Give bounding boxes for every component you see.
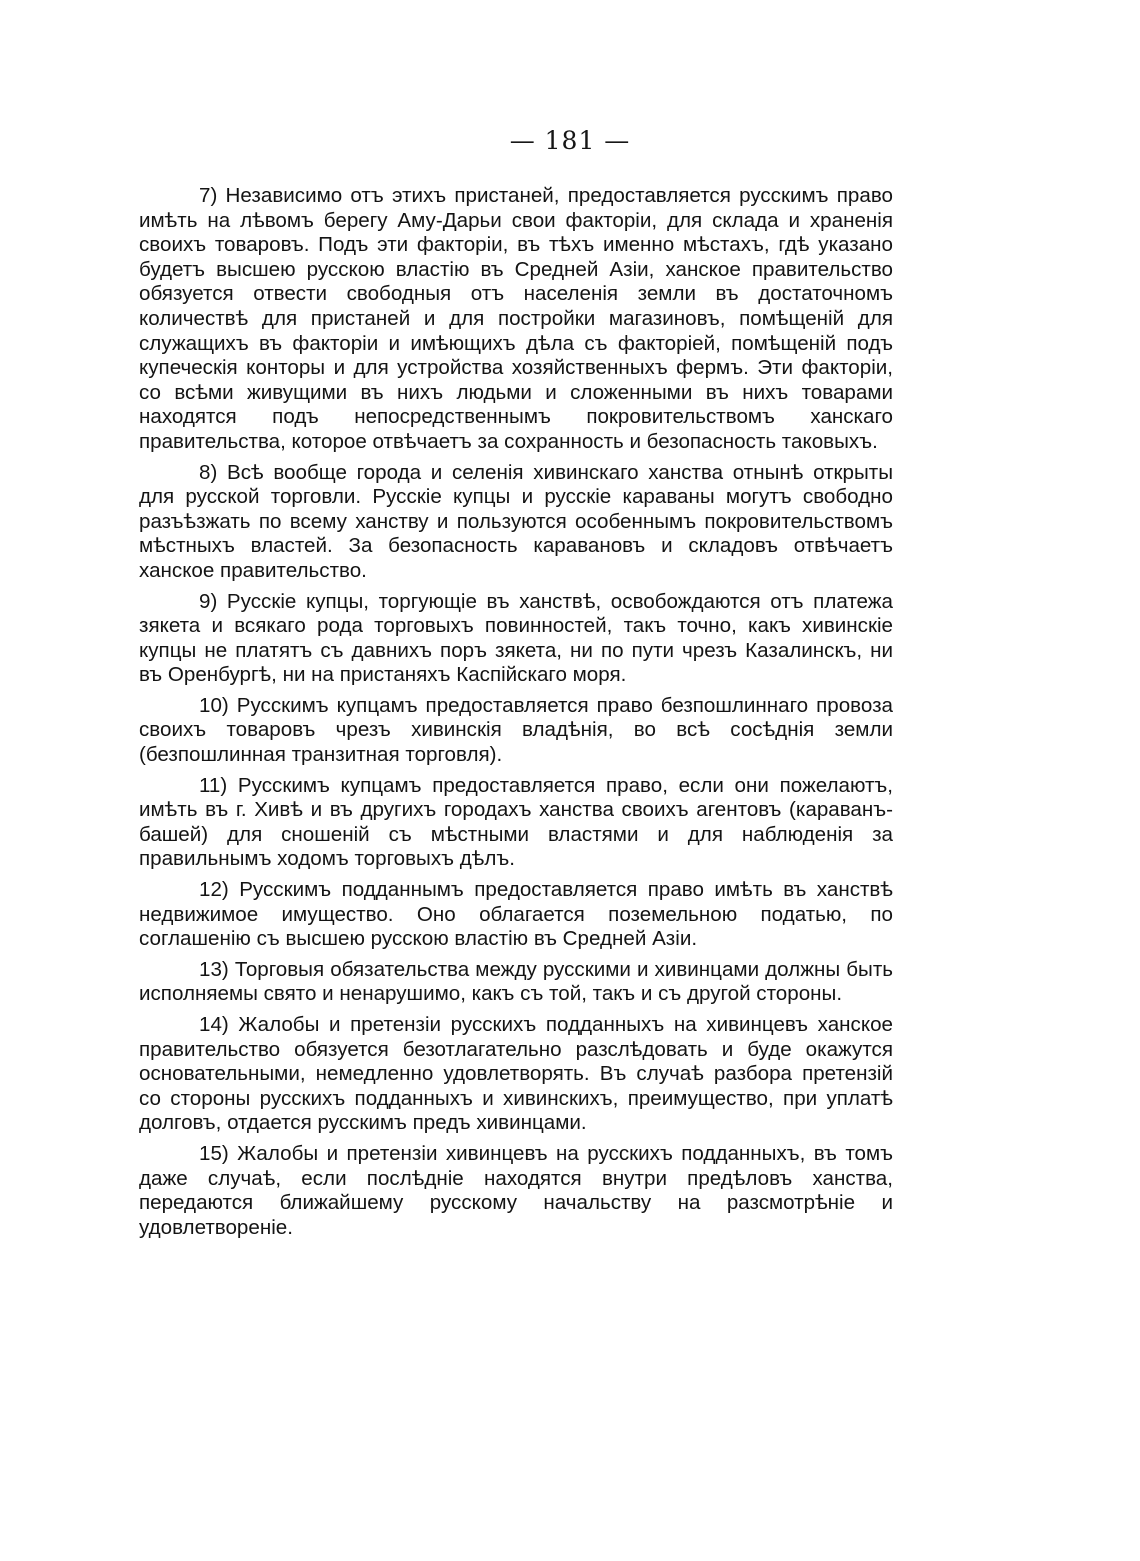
paragraph-article-11: 11) Русскимъ купцамъ предоставляется право, если они пожелаютъ, имѣть въ г. Хивѣ и въ другихъ городахъ ханства своихъ агентовъ (караванъ-башей) для сношеній съ мѣстными властями и для наблюденія за правильнымъ ходомъ торговыхъ дѣлъ. [139,773,893,871]
paragraph-article-9: 9) Русскіе купцы, торгующіе въ ханствѣ, освобождаются отъ платежа зякета и всякаго рода торговыхъ повинностей, такъ точно, какъ хивинскіе купцы не платятъ съ давнихъ поръ зякета, ни по пути чрезъ Казалинскъ, ни въ Оренбургѣ, ни на пристаняхъ Каспійскаго моря. [139,589,893,687]
document-body [139,184,893,1240]
page-number: — 181 — [509,126,631,155]
paragraph-article-12: 12) Русскимъ подданнымъ предоставляется право имѣть въ ханствѣ недвижимое имущество. Оно облагается поземельною податью, по соглашенію съ высшею русскою властію въ Средней Азіи. [139,878,893,951]
paragraph-article-15: 15) Жалобы и претензіи хивинцевъ на русскихъ подданныхъ, въ томъ даже случаѣ, если послѣдніе находятся внутри предѣловъ ханства, передаются ближайшему русскому начальству на разсмотрѣніе и удовлетвореніе. [139,1141,893,1239]
paragraph-article-7: 7) Независимо отъ этихъ пристаней, предоставляется русскимъ право имѣть на лѣвомъ берегу Аму-Дарьи свои факторіи, для склада и храненія своихъ товаровъ. Подъ эти факторіи, въ тѣхъ именно мѣстахъ, гдѣ указано будетъ высшею русскою властію въ Средней Азіи, ханское правительство обязуется отвести свободныя отъ населенія земли въ достаточномъ количествѣ для пристаней и для постройки магазиновъ, помѣщеній для служащихъ въ факторіи и имѣющихъ дѣла съ факторіей, помѣщеній подъ купеческія конторы и для устройства хозяйственныхъ фермъ. Эти факторіи, со всѣми живущими въ нихъ людьми и сложенными въ нихъ товарами находятся подъ непосредственнымъ покровительствомъ ханскаго правительства, которое отвѣчаетъ за сохранность и безопасность таковыхъ. [139,184,893,453]
paragraph-article-8: 8) Всѣ вообще города и селенія хивинскаго ханства отнынѣ открыты для русской торговли. Русскіе купцы и русскіе караваны могутъ свободно разъѣзжать по всему ханству и пользуются особеннымъ покровительствомъ мѣстныхъ властей. За безопасность каравановъ и складовъ отвѣчаетъ ханское правительство. [139,460,893,582]
paragraph-article-13: 13) Торговыя обязательства между русскими и хивинцами должны быть исполняемы свято и ненарушимо, какъ съ той, такъ и съ другой стороны. [139,957,893,1006]
paragraph-article-10: 10) Русскимъ купцамъ предоставляется право безпошлиннаго провоза своихъ товаровъ чрезъ хивинскія владѣнія, во всѣ сосѣднія земли (безпошлинная транзитная торговля). [139,693,893,767]
paragraph-article-14: 14) Жалобы и претензіи русскихъ подданныхъ на хивинцевъ ханское правительство обязуется безотлагательно разслѣдовать и буде окажутся основательными, немедленно удовлетворять. Въ случаѣ разбора претензій со стороны русскихъ подданныхъ и хивинскихъ, преимущество, при уплатѣ долговъ, отдается русскимъ предъ хивинцами. [139,1013,893,1135]
